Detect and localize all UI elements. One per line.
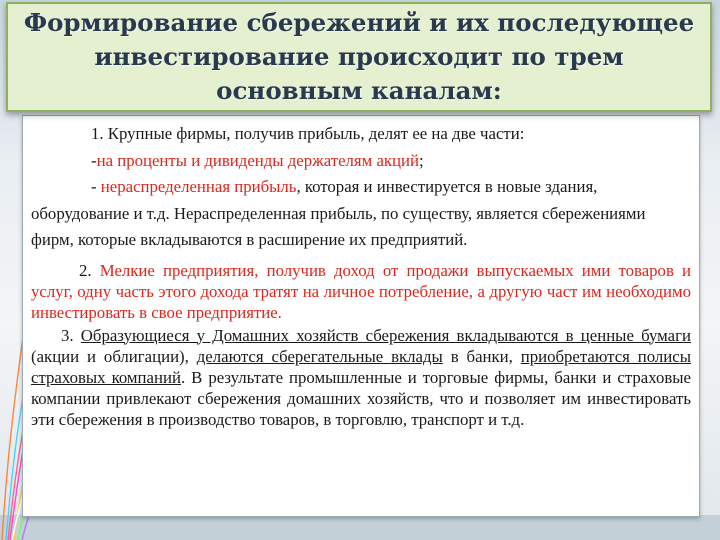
content-text — [31, 121, 691, 430]
p3-underlined-1: Образующиеся у Домашних хозяйств сбережения вкладываются в ценные бумаги — [80, 325, 691, 345]
p2-red-text: Мелкие предприятия, получив доход от продажи выпускаемых ими товаров и услуг, одну часть этого дохода тратят на личное потребление, а другую част им необходимо инвестировать в свое предприятие. — [31, 260, 692, 322]
p1-line2 — [31, 148, 691, 175]
p3-underlined-3: приобретаются полисы страховых компаний — [31, 346, 691, 387]
dash: - — [91, 177, 101, 196]
p3-paragraph — [31, 325, 691, 430]
p1-line1: 1. Крупные фирмы, получив прибыль, делят ее на две части: — [91, 124, 525, 143]
bottom-band — [0, 515, 720, 540]
p2-number: 2. — [79, 260, 100, 280]
p3-number: 3. — [61, 325, 81, 345]
p3-underlined-2: делаются сберегательные вклады — [196, 346, 443, 366]
p3-text-2: (акции и облигации), — [31, 346, 197, 366]
p3-text-6: . В результате промышленные и торговые фирмы, банки и страховые компании привлекают сбережения домашних хозяйств, что и позволяет им инвестировать эти сбережения в производство товаров, в торговлю, транспорт и т.д. — [31, 367, 691, 429]
dash: - — [91, 150, 97, 170]
slide-title: Формирование сбережений и их последующее инвестирование происходит по трем основным каналам: — [23, 8, 695, 105]
p1-red-text-2: нераспределенная прибыль — [100, 177, 297, 196]
p3-text-4: в банки, — [442, 346, 521, 366]
title-banner — [6, 2, 712, 112]
p1-paragraph — [31, 174, 691, 254]
p2-paragraph — [31, 260, 691, 323]
punct: ; — [419, 150, 424, 170]
p1-red-text: на проценты и дивиденды держателям акций — [96, 150, 419, 170]
p1-body: , которая и инвестируется в новые здания, оборудование и т.д. Нераспределенная прибыль, по существу, является сбережениями фирм, которые вкладываются в расширение их предприятий. — [31, 177, 646, 249]
content-panel — [22, 115, 700, 517]
